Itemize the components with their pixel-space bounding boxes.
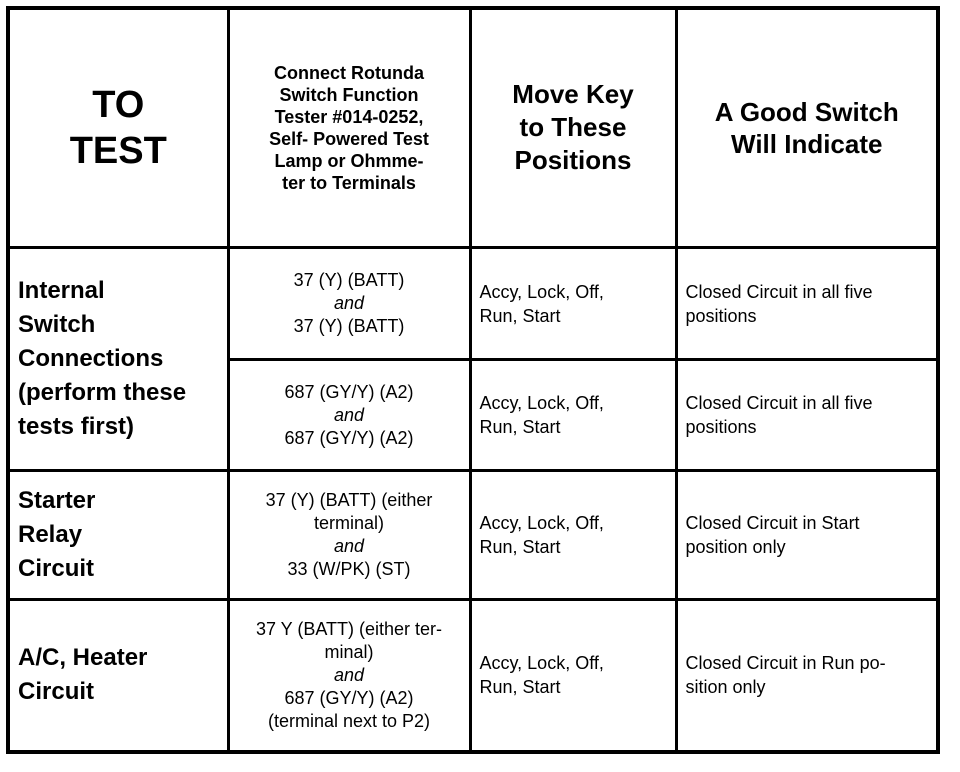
indication-line: positions	[685, 305, 757, 326]
header-line: Lamp or Ohmme-	[274, 150, 424, 171]
terminal-line: 33 (W/PK) (ST)	[287, 558, 411, 579]
positions-line: Accy, Lock, Off,	[479, 281, 604, 302]
terminal-line: 37 (Y) (BATT) (either	[265, 489, 433, 510]
positions-cell	[470, 247, 676, 360]
terminal-line: minal)	[324, 641, 374, 662]
terminal-line: terminal)	[313, 512, 384, 533]
header-line: to These	[519, 112, 627, 143]
terminal-line: 687 (GY/Y) (A2)	[284, 427, 414, 448]
header-line: Move Key	[512, 79, 634, 110]
positions-line: Run, Start	[479, 417, 561, 438]
terminal-line: 687 (GY/Y) (A2)	[284, 381, 414, 402]
test-line: tests first)	[18, 412, 135, 440]
header-move-key	[470, 8, 676, 247]
test-name-ac-heater	[8, 599, 228, 752]
indication-line: Closed Circuit in Run po-	[685, 653, 886, 674]
header-good-switch	[676, 8, 938, 247]
test-line: Circuit	[18, 678, 95, 706]
positions-line: Run, Start	[479, 677, 561, 698]
test-name-internal	[8, 247, 228, 470]
positions-line: Accy, Lock, Off,	[479, 653, 604, 674]
header-line: A Good Switch	[714, 96, 899, 127]
and-word: and	[333, 664, 365, 685]
indication-line: position only	[685, 536, 786, 557]
test-line: Circuit	[18, 554, 95, 582]
test-line: Internal	[18, 276, 105, 304]
and-word: and	[333, 404, 365, 425]
terminal-line: 37 (Y) (BATT)	[293, 316, 405, 337]
indication-line: Closed Circuit in all five	[685, 281, 873, 302]
switch-test-table	[6, 6, 940, 754]
indication-line: sition only	[685, 677, 766, 698]
header-connect	[228, 8, 470, 247]
and-word: and	[333, 293, 365, 314]
and-word: and	[333, 535, 365, 556]
header-line: Tester #014-0252,	[274, 106, 424, 127]
header-line: Switch Function	[279, 84, 419, 105]
header-line: Self- Powered Test	[269, 128, 429, 149]
indication-line: Closed Circuit in Start	[685, 512, 860, 533]
terminal-line: (terminal next to P2)	[267, 710, 431, 731]
indication-cell	[676, 360, 938, 471]
positions-cell	[470, 599, 676, 752]
terminal-line: 37 (Y) (BATT)	[293, 270, 405, 291]
terminals-cell	[228, 247, 470, 360]
test-line: Switch	[18, 310, 96, 338]
header-line: TO	[92, 83, 145, 126]
positions-line: Accy, Lock, Off,	[479, 393, 604, 414]
indication-cell	[676, 470, 938, 599]
test-line: Starter	[18, 486, 96, 514]
indication-line: positions	[685, 417, 757, 438]
indication-cell	[676, 247, 938, 360]
header-to-test	[8, 8, 228, 247]
positions-line: Accy, Lock, Off,	[479, 512, 604, 533]
terminal-line: 687 (GY/Y) (A2)	[284, 687, 414, 708]
test-line: (perform these	[18, 378, 187, 406]
header-line: ter to Terminals	[282, 172, 416, 193]
test-line: Connections	[18, 344, 164, 372]
positions-line: Run, Start	[479, 536, 561, 557]
header-line: Positions	[514, 145, 632, 176]
header-line: Connect Rotunda	[274, 62, 424, 83]
header-line: Will Indicate	[731, 128, 883, 159]
table-row	[8, 599, 938, 752]
table-row	[8, 247, 938, 360]
terminals-cell	[228, 599, 470, 752]
test-line: A/C, Heater	[18, 644, 148, 672]
indication-line: Closed Circuit in all five	[685, 393, 873, 414]
positions-cell	[470, 470, 676, 599]
positions-line: Run, Start	[479, 305, 561, 326]
positions-cell	[470, 360, 676, 471]
test-line: Relay	[18, 520, 83, 548]
terminals-cell	[228, 360, 470, 471]
header-row	[8, 8, 938, 247]
test-name-starter-relay	[8, 470, 228, 599]
terminal-line: 37 Y (BATT) (either ter-	[255, 618, 443, 639]
terminals-cell	[228, 470, 470, 599]
table-row	[8, 470, 938, 599]
indication-cell	[676, 599, 938, 752]
header-line: TEST	[69, 129, 167, 172]
